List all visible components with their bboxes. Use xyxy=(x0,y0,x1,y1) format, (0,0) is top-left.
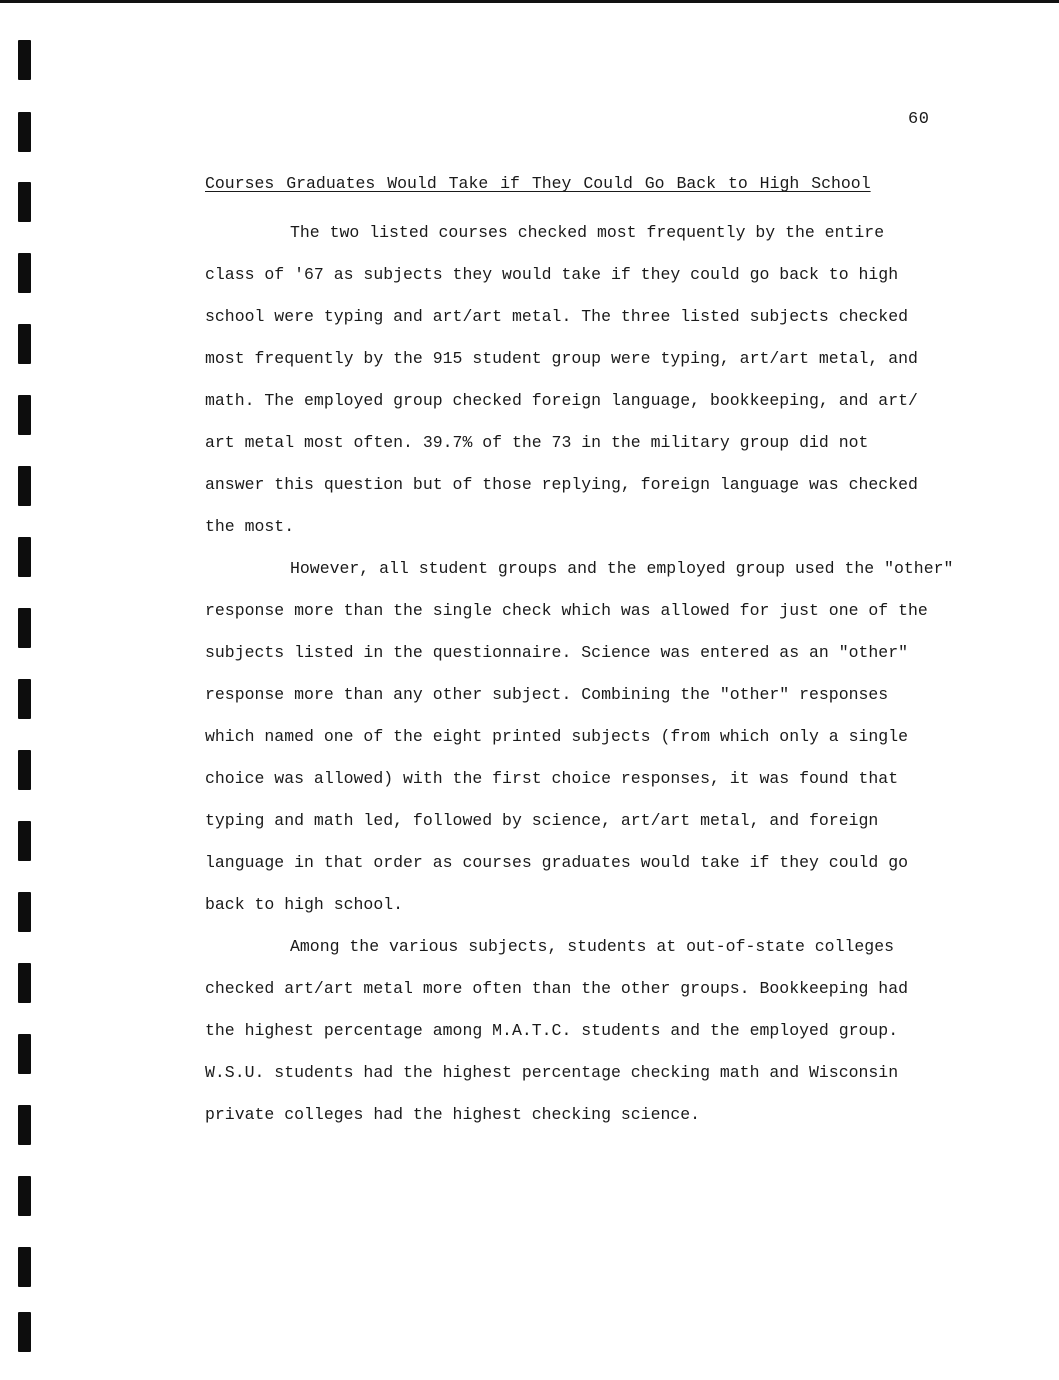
binding-mark xyxy=(18,324,31,364)
text-line: choice was allowed) with the first choice responses, it was found that xyxy=(205,769,899,788)
text-line: back to high school. xyxy=(205,895,404,914)
paragraph-1 xyxy=(205,212,1005,548)
text-line: typing and math led, followed by science, art/art metal, and foreign xyxy=(205,811,879,830)
text-line: Among the various subjects, students at out-of-state colleges xyxy=(290,937,894,956)
binding-mark xyxy=(18,466,31,506)
text-line: school were typing and art/art metal. The three listed subjects checked xyxy=(205,307,909,326)
text-line: which named one of the eight printed subjects (from which only a single xyxy=(205,727,909,746)
text-line: class of '67 as subjects they would take if they could go back to high xyxy=(205,265,899,284)
text-line: subjects listed in the questionnaire. Science was entered as an "other" xyxy=(205,643,909,662)
text-line: math. The employed group checked foreign language, bookkeeping, and art/ xyxy=(205,391,918,410)
binding-mark xyxy=(18,679,31,719)
binding-mark xyxy=(18,1176,31,1216)
binding-mark xyxy=(18,1105,31,1145)
binding-mark xyxy=(18,182,31,222)
body-text xyxy=(205,212,1005,1136)
text-line: The two listed courses checked most frequently by the entire xyxy=(290,223,885,242)
binding-mark xyxy=(18,112,31,152)
text-line: most frequently by the 915 student group were typing, art/art metal, and xyxy=(205,349,918,368)
text-line: answer this question but of those replying, foreign language was checked xyxy=(205,475,918,494)
binding-mark xyxy=(18,963,31,1003)
page-top-edge xyxy=(0,0,1059,3)
text-line: response more than any other subject. Combining the "other" responses xyxy=(205,685,889,704)
binding-mark xyxy=(18,1247,31,1287)
paragraph-3 xyxy=(205,926,1005,1136)
binding-mark xyxy=(18,395,31,435)
binding-mark xyxy=(18,892,31,932)
text-line: checked art/art metal more often than the other groups. Bookkeeping had xyxy=(205,979,909,998)
text-line: response more than the single check which was allowed for just one of the xyxy=(205,601,928,620)
binding-mark xyxy=(18,253,31,293)
text-line: private colleges had the highest checking science. xyxy=(205,1105,701,1124)
binding-mark xyxy=(18,750,31,790)
text-line: However, all student groups and the employed group used the "other" xyxy=(290,559,954,578)
page-number: 60 xyxy=(908,110,930,129)
binding-mark xyxy=(18,608,31,648)
binding-mark xyxy=(18,40,31,80)
binding-mark xyxy=(18,821,31,861)
binding-marks xyxy=(18,40,32,1380)
text-line: language in that order as courses graduates would take if they could go xyxy=(205,853,909,872)
paragraph-2 xyxy=(205,548,1005,926)
text-line: W.S.U. students had the highest percentage checking math and Wisconsin xyxy=(205,1063,899,1082)
binding-mark xyxy=(18,1034,31,1074)
text-line: the highest percentage among M.A.T.C. students and the employed group. xyxy=(205,1021,899,1040)
text-line: the most. xyxy=(205,517,295,536)
text-line: art metal most often. 39.7% of the 73 in the military group did not xyxy=(205,433,869,452)
binding-mark xyxy=(18,537,31,577)
section-heading: Courses Graduates Would Take if They Could Go Back to High School xyxy=(205,174,871,193)
binding-mark xyxy=(18,1312,31,1352)
